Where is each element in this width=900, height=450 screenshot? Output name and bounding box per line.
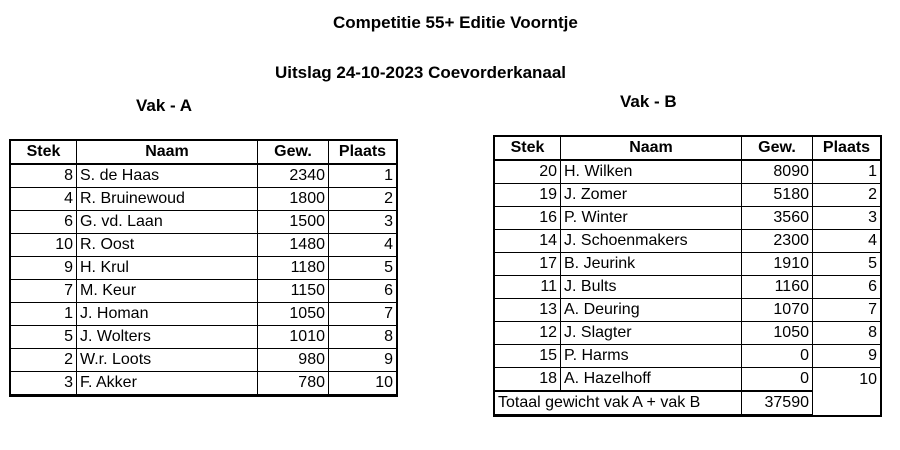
gewicht-cell: 2340 [258, 164, 329, 188]
gewicht-cell: 1160 [742, 276, 813, 299]
stek-cell: 12 [495, 322, 561, 345]
naam-cell: M. Keur [77, 280, 258, 303]
header-naam: Naam [561, 137, 742, 161]
plaats-cell: 4 [329, 234, 397, 257]
table-row [11, 326, 397, 349]
stek-cell: 2 [11, 349, 77, 372]
table-row [11, 372, 397, 396]
gewicht-cell: 1050 [258, 303, 329, 326]
naam-cell: R. Oost [77, 234, 258, 257]
naam-cell: J. Slagter [561, 322, 742, 345]
plaats-cell: 3 [329, 211, 397, 234]
gewicht-cell: 8090 [742, 160, 813, 184]
stek-cell: 14 [495, 230, 561, 253]
plaats-cell: 6 [329, 280, 397, 303]
page-subtitle: Uitslag 24-10-2023 Coevorderkanaal [275, 63, 567, 82]
table-row [11, 280, 397, 303]
naam-cell: P. Harms [561, 345, 742, 368]
gewicht-cell: 2300 [742, 230, 813, 253]
naam-cell: J. Homan [77, 303, 258, 326]
plaats-cell: 8 [813, 322, 881, 345]
plaats-cell: 1 [329, 164, 397, 188]
vak-a-table [10, 140, 397, 396]
naam-cell: B. Jeurink [561, 253, 742, 276]
plaats-cell: 10 [329, 372, 397, 396]
plaats-cell: 1 [813, 160, 881, 184]
gewicht-cell: 1150 [258, 280, 329, 303]
total-value: 37590 [742, 391, 813, 415]
stek-cell: 13 [495, 299, 561, 322]
plaats-cell: 9 [329, 349, 397, 372]
vak-a-label: Vak - A [136, 96, 193, 115]
plaats-cell: 2 [813, 184, 881, 207]
header-plaats: Plaats [813, 137, 881, 161]
stek-cell: 17 [495, 253, 561, 276]
plaats-cell: 6 [813, 276, 881, 299]
naam-cell: J. Bults [561, 276, 742, 299]
table-row [495, 160, 881, 184]
naam-cell: A. Hazelhoff [561, 368, 742, 392]
plaats-cell: 4 [813, 230, 881, 253]
table-row [495, 207, 881, 230]
naam-cell: S. de Haas [77, 164, 258, 188]
stek-cell: 18 [495, 368, 561, 392]
stek-cell: 16 [495, 207, 561, 230]
gewicht-cell: 1500 [258, 211, 329, 234]
table-row [495, 368, 881, 392]
table-row [495, 322, 881, 345]
table-row [495, 253, 881, 276]
plaats-cell: 3 [813, 207, 881, 230]
naam-cell: H. Wilken [561, 160, 742, 184]
plaats-cell: 2 [329, 188, 397, 211]
table-row [11, 234, 397, 257]
stek-cell: 7 [11, 280, 77, 303]
stek-cell: 19 [495, 184, 561, 207]
vak-b-table [494, 136, 881, 416]
table-row [11, 349, 397, 372]
naam-cell: J. Schoenmakers [561, 230, 742, 253]
stek-cell: 15 [495, 345, 561, 368]
naam-cell: J. Zomer [561, 184, 742, 207]
gewicht-cell: 0 [742, 368, 813, 392]
header-naam: Naam [77, 141, 258, 165]
gewicht-cell: 1800 [258, 188, 329, 211]
gewicht-cell: 0 [742, 345, 813, 368]
total-row [495, 391, 881, 415]
plaats-cell: 8 [329, 326, 397, 349]
stek-cell: 3 [11, 372, 77, 396]
table-row [11, 164, 397, 188]
header-stek: Stek [11, 141, 77, 165]
plaats-cell: 7 [813, 299, 881, 322]
naam-cell: A. Deuring [561, 299, 742, 322]
table-row [495, 345, 881, 368]
gewicht-cell: 1180 [258, 257, 329, 280]
plaats-cell: 7 [329, 303, 397, 326]
stek-cell: 6 [11, 211, 77, 234]
gewicht-cell: 980 [258, 349, 329, 372]
table-row [11, 303, 397, 326]
plaats-cell: 9 [813, 345, 881, 368]
page-title: Competitie 55+ Editie Voorntje [333, 13, 578, 32]
header-stek: Stek [495, 137, 561, 161]
gewicht-cell: 780 [258, 372, 329, 396]
header-gew: Gew. [258, 141, 329, 165]
naam-cell: W.r. Loots [77, 349, 258, 372]
stek-cell: 20 [495, 160, 561, 184]
gewicht-cell: 5180 [742, 184, 813, 207]
plaats-cell: 5 [329, 257, 397, 280]
gewicht-cell: 1010 [258, 326, 329, 349]
table-row [11, 257, 397, 280]
naam-cell: J. Wolters [77, 326, 258, 349]
stek-cell: 5 [11, 326, 77, 349]
gewicht-cell: 3560 [742, 207, 813, 230]
vak-b-label: Vak - B [620, 92, 677, 111]
stek-cell: 4 [11, 188, 77, 211]
table-row [11, 211, 397, 234]
plaats-cell: 10 [813, 368, 881, 392]
gewicht-cell: 1910 [742, 253, 813, 276]
gewicht-cell: 1050 [742, 322, 813, 345]
naam-cell: P. Winter [561, 207, 742, 230]
total-label: Totaal gewicht vak A + vak B [495, 391, 742, 415]
stek-cell: 11 [495, 276, 561, 299]
gewicht-cell: 1070 [742, 299, 813, 322]
header-plaats: Plaats [329, 141, 397, 165]
stek-cell: 8 [11, 164, 77, 188]
stek-cell: 1 [11, 303, 77, 326]
naam-cell: F. Akker [77, 372, 258, 396]
table-row [495, 299, 881, 322]
table-row [495, 184, 881, 207]
table-row [11, 188, 397, 211]
plaats-cell: 5 [813, 253, 881, 276]
header-gew: Gew. [742, 137, 813, 161]
stek-cell: 9 [11, 257, 77, 280]
table-row [495, 276, 881, 299]
naam-cell: G. vd. Laan [77, 211, 258, 234]
stek-cell: 10 [11, 234, 77, 257]
table-row [495, 230, 881, 253]
naam-cell: R. Bruinewoud [77, 188, 258, 211]
gewicht-cell: 1480 [258, 234, 329, 257]
naam-cell: H. Krul [77, 257, 258, 280]
